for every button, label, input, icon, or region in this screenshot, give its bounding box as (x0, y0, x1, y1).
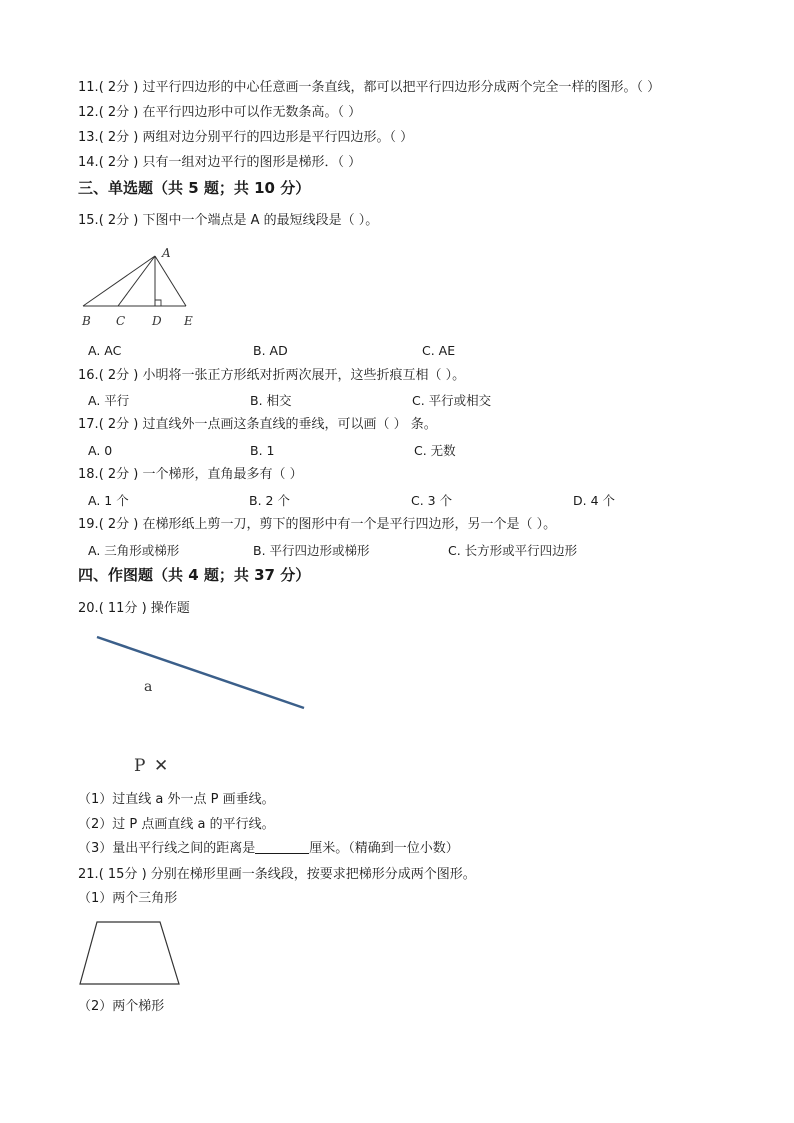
line-a-figure (90, 630, 320, 780)
question-12: 12.( 2分 ) 在平行四边形中可以作无数条高。（ ） (78, 105, 362, 120)
q16-option-c[interactable]: C. 平行或相交 (412, 393, 492, 408)
q19-option-c[interactable]: C. 长方形或平行四边形 (448, 543, 578, 558)
q16-option-b[interactable]: B. 相交 (250, 393, 292, 408)
line-a-label: a (144, 679, 153, 695)
answer-blank[interactable] (255, 840, 309, 854)
label-E: E (184, 314, 193, 328)
point-p-cross-icon: ✕ (154, 756, 169, 776)
label-A: A (162, 246, 171, 260)
section-heading-drawing: 四、作图题（共 4 题；共 37 分） (78, 566, 311, 584)
q17-option-c[interactable]: C. 无数 (414, 443, 456, 458)
question-16: 16.( 2分 ) 小明将一张正方形纸对折两次展开，这些折痕互相（ ）。 (78, 368, 466, 383)
q18-option-d[interactable]: D. 4 个 (573, 493, 615, 508)
label-C: C (116, 314, 126, 328)
q19-option-a[interactable]: A. 三角形或梯形 (88, 543, 180, 558)
question-19: 19.( 2分 ) 在梯形纸上剪一刀，剪下的图形中有一个是平行四边形，另一个是（ ）。 (78, 517, 557, 532)
q20-sub-2: （2）过 P 点画直线 a 的平行线。 (78, 817, 275, 832)
triangle-figure (78, 244, 208, 332)
segment-AC (118, 256, 155, 306)
q17-option-b[interactable]: B. 1 (250, 443, 275, 458)
q20-sub-1: （1）过直线 a 外一点 P 画垂线。 (78, 792, 275, 807)
segment-AE (155, 256, 186, 306)
line-a (97, 637, 304, 708)
q21-sub-2: （2）两个梯形 (78, 999, 165, 1014)
question-11: 11.( 2分 ) 过平行四边形的中心任意画一条直线，都可以把平行四边形分成两个完全一样的图形。（ ） (78, 80, 661, 95)
q15-option-a[interactable]: A. AC (88, 343, 122, 358)
right-angle-mark (155, 300, 161, 306)
q20-sub-3: （3）量出平行线之间的距离是 厘米。（精确到一位小数） (78, 841, 459, 856)
q19-option-b[interactable]: B. 平行四边形或梯形 (253, 543, 370, 558)
q18-option-a[interactable]: A. 1 个 (88, 493, 129, 508)
q18-option-c[interactable]: C. 3 个 (411, 493, 453, 508)
label-B: B (82, 314, 91, 328)
point-p-label: P (134, 756, 146, 776)
section-heading-single-choice: 三、单选题（共 5 题；共 10 分） (78, 179, 311, 197)
segment-AB (83, 256, 155, 306)
question-18: 18.( 2分 ) 一个梯形，直角最多有（ ） (78, 467, 303, 482)
label-D: D (152, 314, 162, 328)
q15-option-c[interactable]: C. AE (422, 343, 456, 358)
q18-option-b[interactable]: B. 2 个 (249, 493, 290, 508)
question-15: 15.( 2分 ) 下图中一个端点是 A 的最短线段是（ ）。 (78, 213, 379, 228)
question-20: 20.( 11分 ) 操作题 (78, 601, 190, 616)
question-13: 13.( 2分 ) 两组对边分别平行的四边形是平行四边形。（ ） (78, 130, 414, 145)
question-17: 17.( 2分 ) 过直线外一点画这条直线的垂线，可以画（ ） 条。 (78, 417, 437, 432)
q21-sub-1: （1）两个三角形 (78, 891, 178, 906)
question-21: 21.( 15分 ) 分别在梯形里画一条线段，按要求把梯形分成两个图形。 (78, 867, 476, 882)
q16-option-a[interactable]: A. 平行 (88, 393, 130, 408)
question-14: 14.( 2分 ) 只有一组对边平行的图形是梯形．（ ） (78, 155, 362, 170)
trapezoid-figure (78, 918, 182, 988)
trapezoid-shape (80, 922, 179, 984)
q17-option-a[interactable]: A. 0 (88, 443, 113, 458)
q15-option-b[interactable]: B. AD (253, 343, 288, 358)
